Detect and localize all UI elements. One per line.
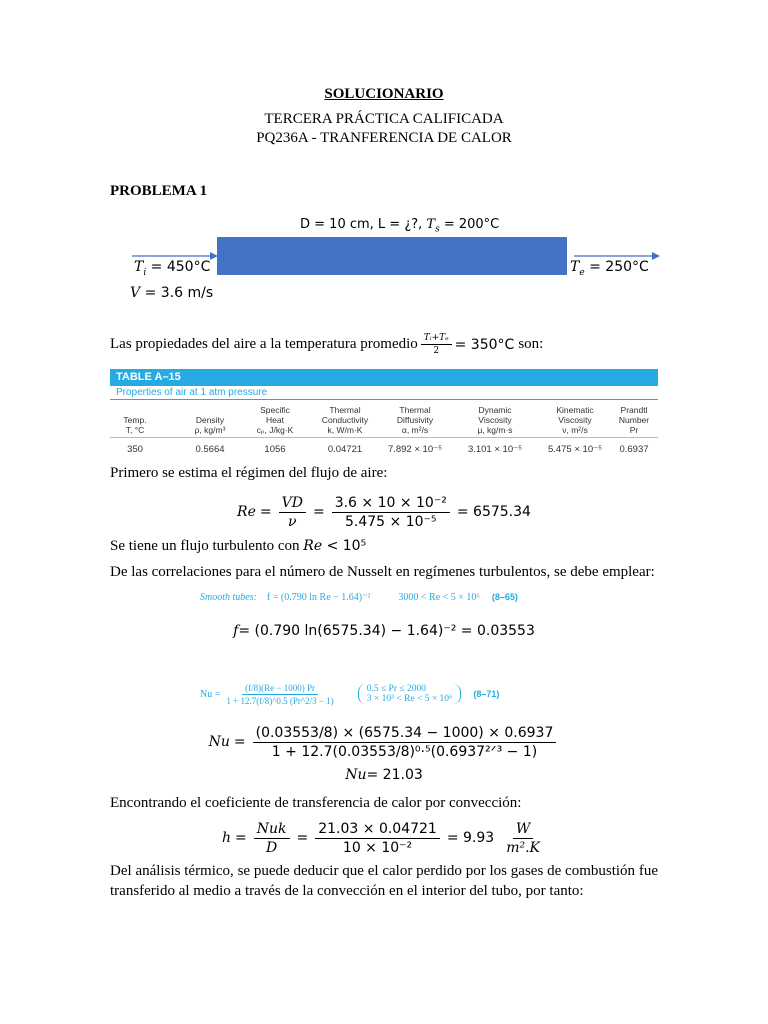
table-column-header: Temp. T, °C <box>123 415 147 435</box>
tube-rectangle <box>217 237 567 275</box>
nusselt-equation: Nu = $\frac{(0.03553/8) \times (6575.34 - 1000) \times 0.6937}{\text{1 + 12.7(0.03553/8)⁰·⁵(0.6937²ᐟ³ − 1)}}$ <box>0 720 768 764</box>
table-column-header: Density ρ, kg/m³ <box>194 415 226 435</box>
reynolds-equation: Re = $\frac{VD}{\nu}$ = $\frac{\text{3.6 × 10 × 10⁻²}}{\text{5.475 × 10⁻⁵}}$ = 6575.34 <box>237 494 531 530</box>
friction-factor-equation: f = (0.790 ln(6575.34) − 1.64)⁻² = 0.03553 <box>233 623 535 639</box>
page-title: SOLUCIONARIO <box>324 86 444 102</box>
table-cell: 5.475 × 10⁻⁵ <box>547 444 603 455</box>
table-cell: 350 <box>127 444 143 455</box>
gnielinski-conditions: 0.5 ≤ Pr ≤ 2000 3 × 10³ < Re < 5 × 10⁶ <box>358 684 462 704</box>
heat-transfer-coefficient-equation: h = $\frac{\text{Nuk}}{D}$ = $\frac{21.03 \times 0.04721}{\text{10 × 10⁻²}}$ = 9.93 $\frac{W}{\text{m².K}}$ <box>221 820 540 856</box>
smooth-tubes-reference: Smooth tubes: f = (0.790 ln Re − 1.64)⁻² 3000 < Re < 5 × 10⁶ (8–65) <box>200 592 518 603</box>
regime-intro: Primero se estima el régimen del flujo de aire: <box>110 465 388 481</box>
gnielinski-reference: Nu = $\frac{(f/8)(Re - 1000) Pr}{1 + 12.7(f/8)\^{}0.5 (Pr\^{}2/3 - 1)}$ 0.5 ≤ Pr ≤ 2000 3 × 10³ < Re < 5 × 10⁶ (8–71) <box>200 682 500 706</box>
nusselt-result: Nu = 21.03 <box>345 767 423 783</box>
table-column-header: Kinematic Viscosity ν, m²/s <box>556 405 594 435</box>
table-cell: 0.5664 <box>195 444 225 455</box>
air-properties-table <box>110 369 658 460</box>
table-column-header: Thermal Diffusivity α, m²/s <box>396 405 434 435</box>
table-column-header: Thermal Conductivity k, W/m·K <box>321 405 369 435</box>
table-cell: 3.101 × 10⁻⁵ <box>467 444 523 455</box>
table-column-header: Prandtl Number Pr <box>618 405 650 435</box>
diagram-top-label: D = 10 cm, L = ¿?, $T_s = 200^\circ C$ <box>300 217 500 235</box>
thermal-analysis-paragraph: Del análisis térmico, se puede deducir que el calor perdido por los gases de combustión fue transferido al medio a través de la convección en el interior del tubo, por tanto: <box>110 863 658 899</box>
table-cell: 0.6937 <box>619 444 649 455</box>
nusselt-intro: De las correlaciones para el número de Nusselt en regímenes turbulentos, se debe emplear: <box>110 564 655 580</box>
table-divider <box>110 437 658 438</box>
average-temperature-fraction: $\frac{\text{Tᵢ+Tₑ}}{2}$ <box>421 333 452 356</box>
table-cell: 1056 <box>264 444 286 455</box>
page-subtitle-code: PQ236A - TRANFERENCIA DE CALOR <box>256 130 512 146</box>
table-column-header: Dynamic Viscosity μ, kg/m·s <box>477 405 513 435</box>
velocity-label: V = 3.6 m/s <box>130 285 214 301</box>
table-column-header: Specific Heat cₚ, J/kg·K <box>256 405 294 435</box>
convection-intro: Encontrando el coeficiente de transferencia de calor por convección: <box>110 795 522 811</box>
inlet-temperature: $T_i = 450^\circ C$ <box>134 259 211 278</box>
table-cell: 7.892 × 10⁻⁵ <box>387 444 443 455</box>
properties-sentence: Las propiedades del aire a la temperatura promedio $\frac{\text{Tᵢ+Tₑ}}{2}$ = 350°C son: <box>110 333 544 356</box>
table-cell: 0.04721 <box>327 444 363 455</box>
table-header: TABLE A–15 <box>110 369 658 386</box>
table-caption: Properties of air at 1 atm pressure <box>110 386 658 400</box>
problem-label: PROBLEMA 1 <box>110 183 208 199</box>
page-subtitle-course: TERCERA PRÁCTICA CALIFICADA <box>264 111 504 127</box>
turbulent-flow-statement: Se tiene un flujo turbulento con Re < 10⁵ <box>110 538 367 554</box>
outlet-temperature: $T_e = 250^\circ C$ <box>570 259 649 278</box>
